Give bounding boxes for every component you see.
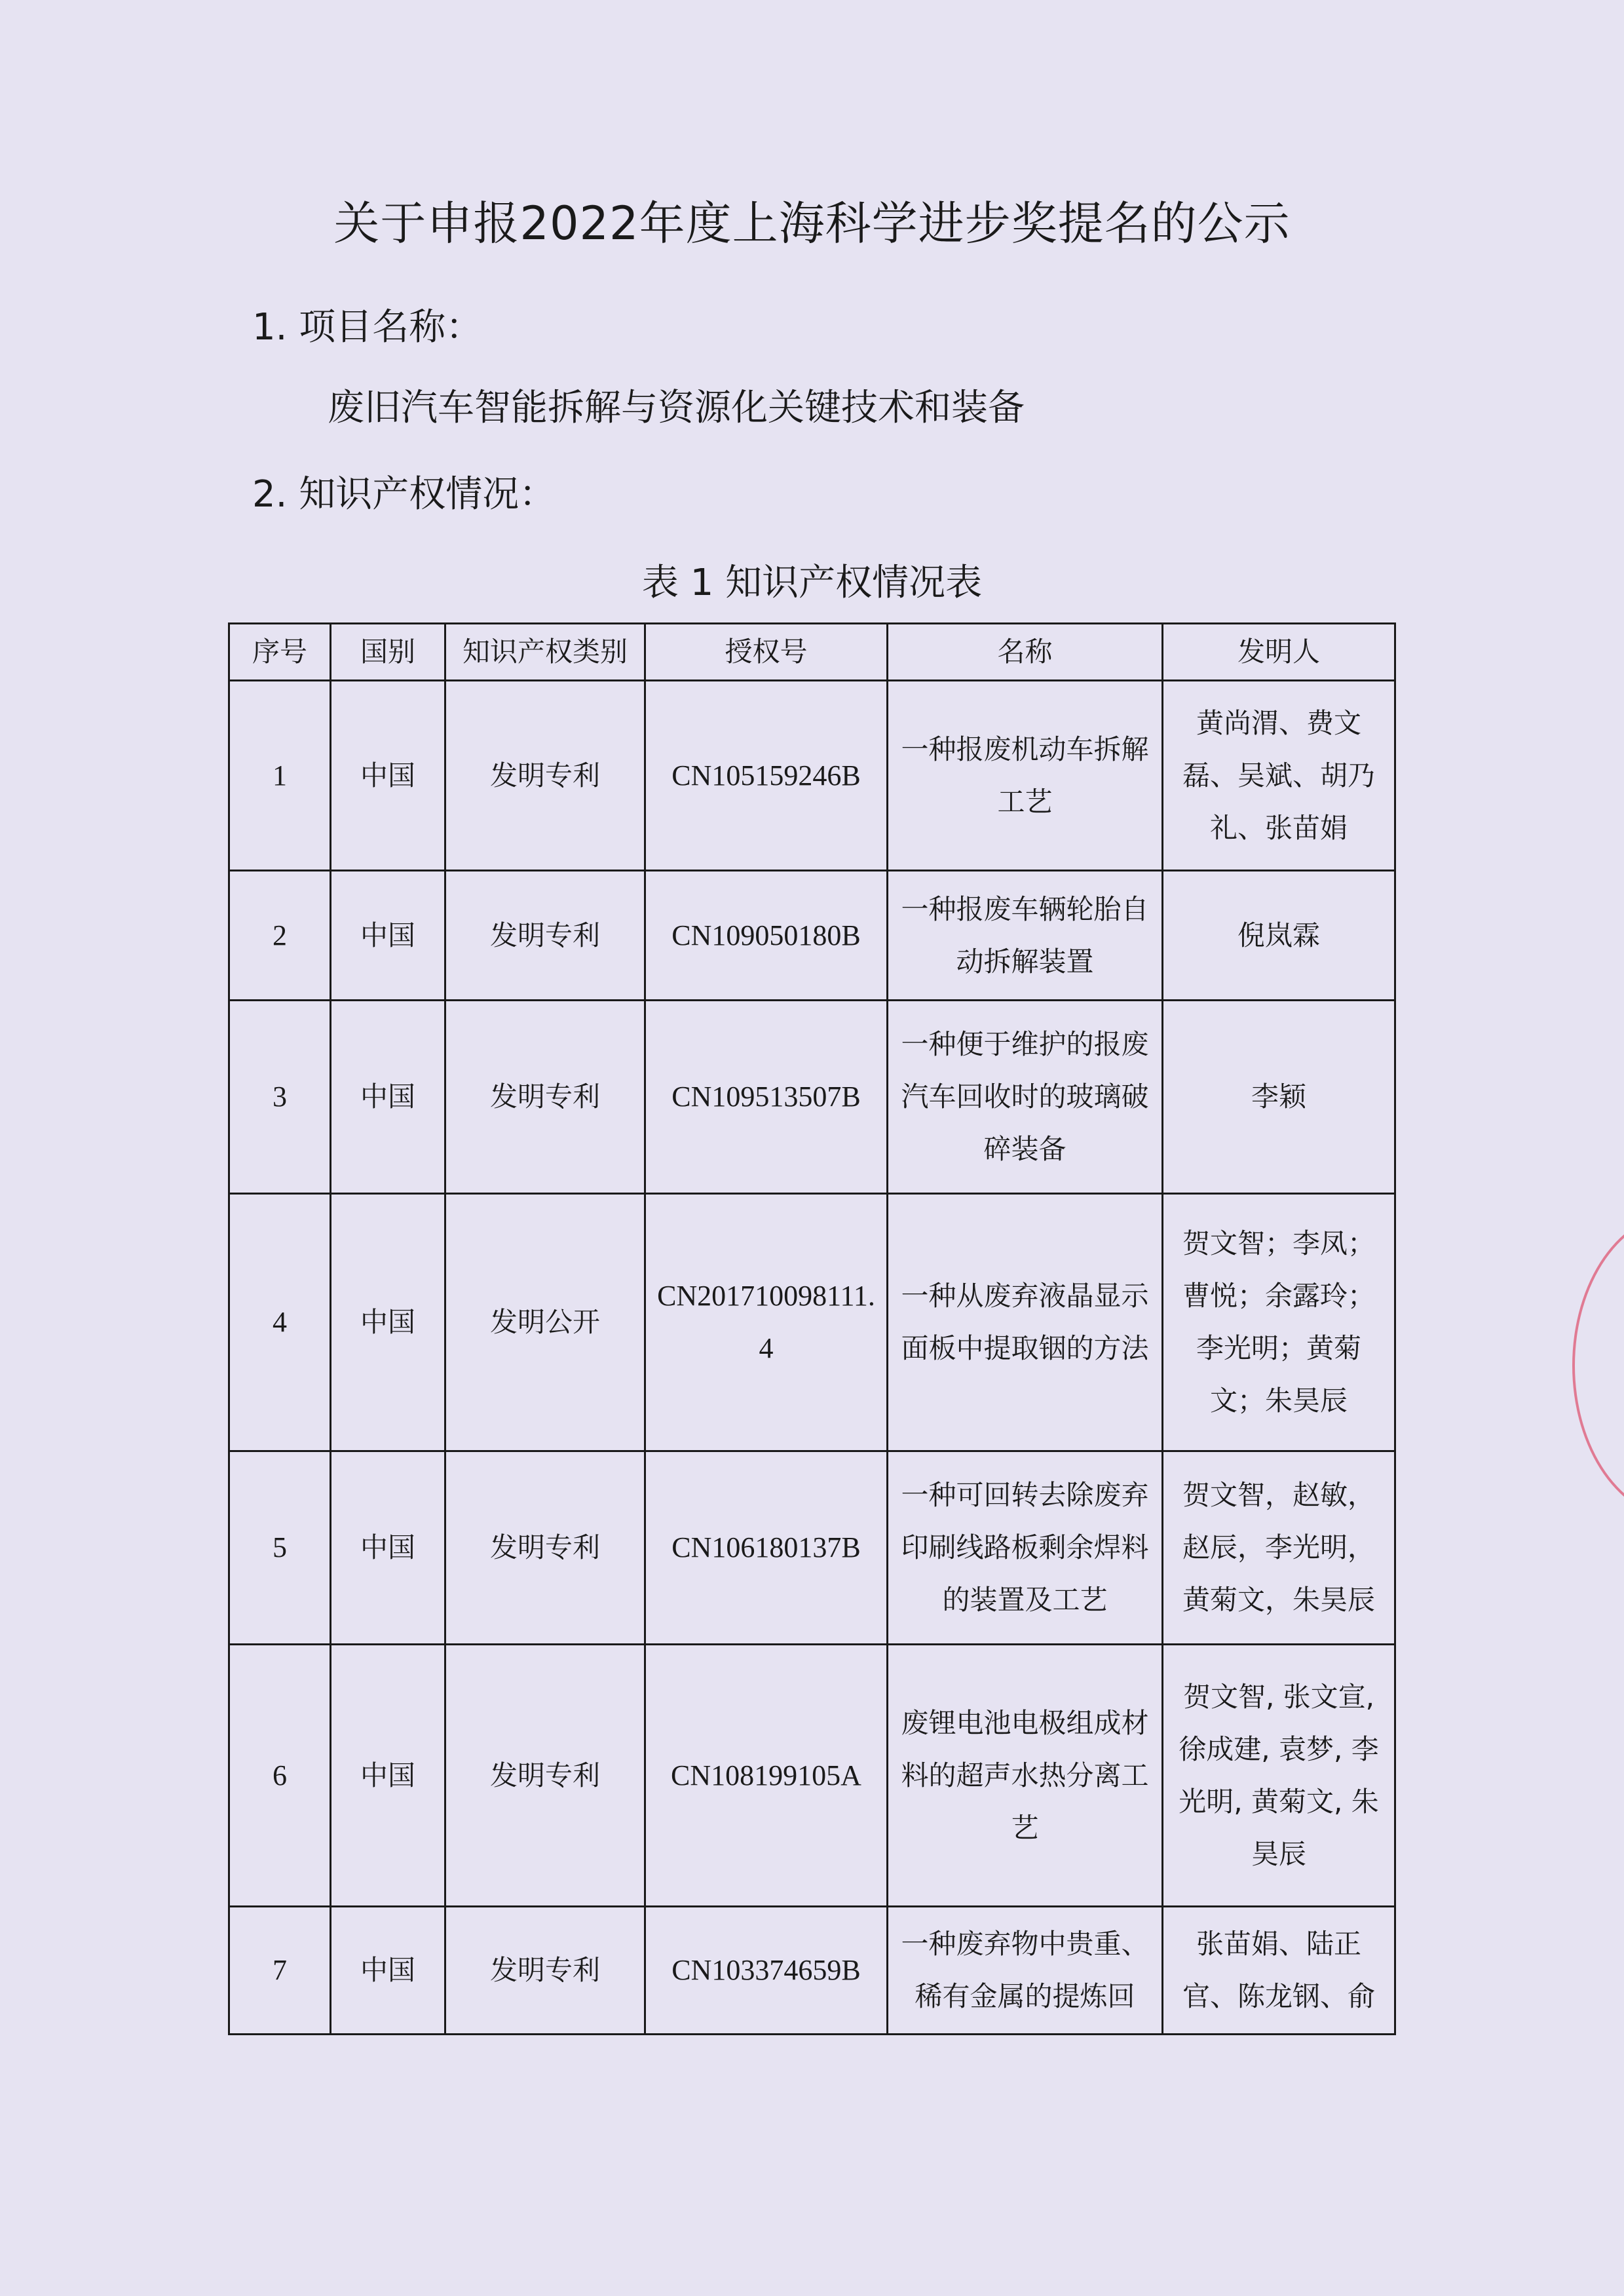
table-row (229, 1645, 1395, 1907)
section-2-heading: 2. 知识产权情况： (252, 473, 556, 516)
cell-country: 中国 (331, 1194, 445, 1451)
cell-num: 4 (229, 1194, 331, 1451)
cell-type: 发明专利 (445, 1001, 645, 1194)
header-grant: 授权号 (645, 624, 888, 681)
cell-grant: CN105159246B (645, 681, 888, 871)
cell-grant: CN201710098111.4 (645, 1194, 888, 1451)
cell-type: 发明专利 (445, 1907, 645, 2035)
table-row (229, 1451, 1395, 1645)
document-title: 关于申报2022年度上海科学进步奖提名的公示 (333, 197, 1291, 250)
cell-inventors: 李颖 (1163, 1001, 1395, 1194)
cell-grant: CN103374659B (645, 1907, 888, 2035)
cell-country: 中国 (331, 681, 445, 871)
table-caption: 表 1 知识产权情况表 (641, 562, 983, 604)
ip-table (228, 622, 1396, 2035)
table-row (229, 1194, 1395, 1451)
header-country: 国别 (331, 624, 445, 681)
cell-grant: CN106180137B (645, 1451, 888, 1645)
section-1-heading: 1. 项目名称： (252, 306, 483, 349)
cell-inventors: 张苗娟、陆正官、陈龙钢、俞 (1163, 1907, 1395, 2035)
cell-name: 废锂电池电极组成材料的超声水热分离工艺 (888, 1645, 1163, 1907)
cell-name: 一种便于维护的报废汽车回收时的玻璃破碎装备 (888, 1001, 1163, 1194)
cell-grant: CN109050180B (645, 871, 888, 1001)
cell-type: 发明专利 (445, 1451, 645, 1645)
cell-name: 一种可回转去除废弃印刷线路板剩余焊料的装置及工艺 (888, 1451, 1163, 1645)
cell-inventors: 贺文智, 张文宣, 徐成建, 袁梦, 李光明, 黄菊文, 朱昊辰 (1163, 1645, 1395, 1907)
table-row (229, 1001, 1395, 1194)
header-name: 名称 (888, 624, 1163, 681)
project-name: 废旧汽车智能拆解与资源化关键技术和装备 (328, 387, 1025, 429)
header-num: 序号 (229, 624, 331, 681)
table-row (229, 871, 1395, 1001)
cell-num: 6 (229, 1645, 331, 1907)
cell-inventors: 黄尚渭、费文磊、吴斌、胡乃礼、张苗娟 (1163, 681, 1395, 871)
cell-num: 5 (229, 1451, 331, 1645)
cell-num: 2 (229, 871, 331, 1001)
seal-stamp (1572, 1212, 1624, 1519)
cell-grant: CN108199105A (645, 1645, 888, 1907)
cell-inventors: 贺文智，赵敏，赵辰，李光明，黄菊文，朱昊辰 (1163, 1451, 1395, 1645)
cell-country: 中国 (331, 1001, 445, 1194)
cell-country: 中国 (331, 1907, 445, 2035)
cell-type: 发明专利 (445, 681, 645, 871)
cell-inventors: 贺文智；李凤；曹悦；余露玲；李光明；黄菊文；朱昊辰 (1163, 1194, 1395, 1451)
cell-num: 1 (229, 681, 331, 871)
cell-name: 一种从废弃液晶显示面板中提取铟的方法 (888, 1194, 1163, 1451)
cell-name: 一种报废车辆轮胎自动拆解装置 (888, 871, 1163, 1001)
table-row (229, 681, 1395, 871)
cell-country: 中国 (331, 1451, 445, 1645)
table-row (229, 1907, 1395, 2035)
cell-num: 3 (229, 1001, 331, 1194)
table-header-row (229, 624, 1395, 681)
cell-name: 一种废弃物中贵重、稀有金属的提炼回 (888, 1907, 1163, 2035)
cell-grant: CN109513507B (645, 1001, 888, 1194)
header-inventors: 发明人 (1163, 624, 1395, 681)
cell-inventors: 倪岚霖 (1163, 871, 1395, 1001)
cell-type: 发明专利 (445, 1645, 645, 1907)
cell-type: 发明公开 (445, 1194, 645, 1451)
cell-type: 发明专利 (445, 871, 645, 1001)
cell-country: 中国 (331, 1645, 445, 1907)
cell-name: 一种报废机动车拆解工艺 (888, 681, 1163, 871)
cell-country: 中国 (331, 871, 445, 1001)
cell-num: 7 (229, 1907, 331, 2035)
header-type: 知识产权类别 (445, 624, 645, 681)
